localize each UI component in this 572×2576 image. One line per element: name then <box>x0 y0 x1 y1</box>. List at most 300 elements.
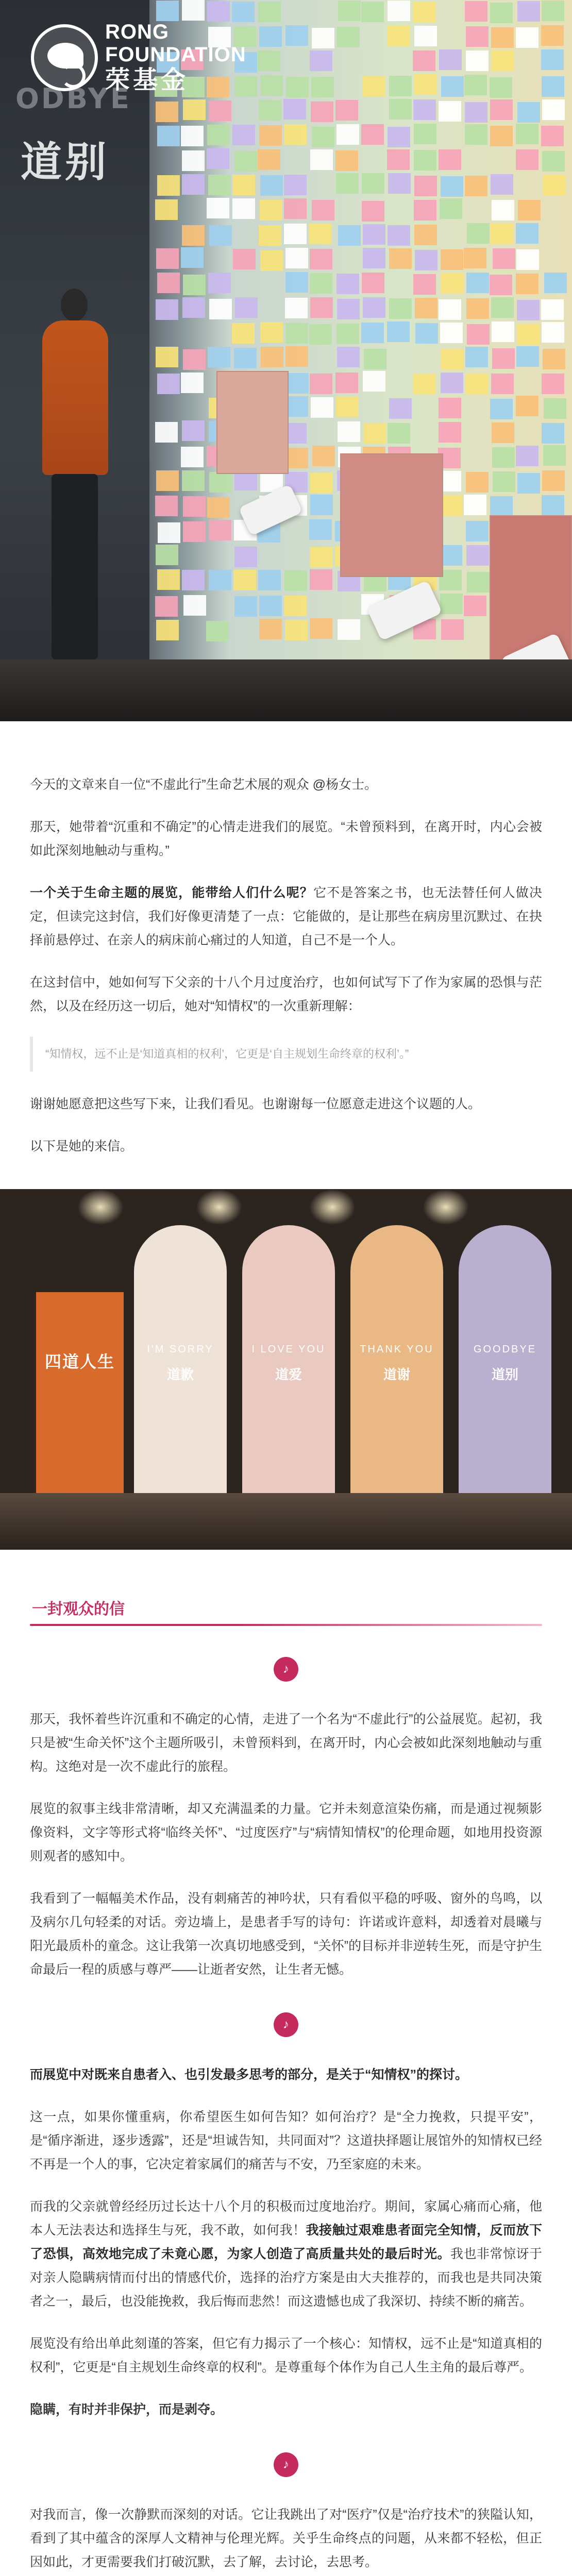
section-badge-icon: ♪ <box>274 2012 298 2037</box>
sticky-note <box>490 126 513 146</box>
letter-section-3 <box>0 2503 572 2576</box>
sticky-note <box>207 148 229 169</box>
sticky-note <box>260 200 282 221</box>
sticky-note <box>338 619 360 640</box>
sticky-note <box>309 519 332 540</box>
sticky-note <box>544 273 567 293</box>
sticky-note <box>259 26 282 47</box>
sticky-note <box>182 174 205 195</box>
sticky-note <box>362 173 384 194</box>
section-letter-title: 一封观众的信 <box>32 1601 125 1618</box>
hero-photo <box>0 0 572 721</box>
sticky-note <box>465 124 487 145</box>
sticky-note <box>312 446 335 466</box>
sticky-note <box>337 27 360 47</box>
sticky-note <box>157 273 180 293</box>
sticky-note <box>156 1 179 21</box>
sticky-note <box>182 0 205 21</box>
sticky-note <box>493 248 515 269</box>
sticky-note <box>388 25 410 46</box>
sticky-note <box>209 299 232 319</box>
sticky-note <box>517 324 540 345</box>
sticky-note <box>285 346 308 367</box>
sticky-note <box>362 201 384 222</box>
sticky-note <box>157 374 180 394</box>
hero-floor <box>0 659 572 721</box>
sticky-note <box>414 74 437 95</box>
exhibit-panel-en: I LOVE YOU <box>251 1344 326 1355</box>
sticky-note <box>336 173 359 194</box>
sticky-note <box>234 151 257 172</box>
sticky-note <box>467 572 490 592</box>
sticky-note <box>363 248 385 268</box>
sticky-note <box>285 25 308 46</box>
sticky-note <box>285 620 308 640</box>
sticky-note <box>415 250 438 270</box>
exhibit-panel-en: GOODBYE <box>473 1344 537 1355</box>
sticky-note <box>516 346 539 367</box>
intro-p1: 今天的文章来自一位“不虚此行”生命艺术展的观众 @杨女士。 <box>30 777 377 792</box>
sticky-note <box>158 522 180 543</box>
sticky-note <box>285 396 308 417</box>
sticky-note <box>209 225 232 246</box>
sticky-note <box>310 273 332 294</box>
letter-pink-quote: 而展览中对既来自患者入、也引发最多思考的部分，是关于“知情权”的探讨。 <box>30 2067 468 2082</box>
sticky-note <box>464 75 487 95</box>
sticky-note <box>155 496 178 516</box>
sticky-note <box>361 323 384 343</box>
intro-p6: 以下是她的来信。 <box>30 1139 133 1154</box>
section-rule <box>30 1624 542 1626</box>
sticky-note <box>541 49 564 70</box>
sticky-note <box>232 175 255 195</box>
sticky-note <box>387 321 410 342</box>
sticky-note <box>310 50 332 71</box>
sticky-note <box>181 126 204 146</box>
sticky-note <box>183 99 206 120</box>
sticky-note <box>310 618 332 639</box>
sticky-note <box>490 99 513 120</box>
sticky-note <box>517 473 540 494</box>
sticky-note <box>182 225 205 246</box>
sticky-note <box>491 297 514 318</box>
sticky-note <box>542 151 565 172</box>
sticky-note <box>466 26 489 47</box>
sticky-note <box>183 275 206 295</box>
sticky-note <box>284 198 307 219</box>
sticky-note <box>335 150 358 171</box>
letter-p4: 这一点，如果你懂重病，你希望医生如何告知？如何治疗？是“全力挽救，只提平安”，是“循序渐进，逐步透露”，还是“坦诚告知，共同面对”？这道抉择题让展馆外的知情权已经不再是一个人的事，它决定着家属们的痛苦与不安，乃至家庭的未来。 <box>30 2110 542 2172</box>
exhibit-panel-en: THANK YOU <box>360 1344 434 1355</box>
sticky-note <box>491 223 513 244</box>
sticky-note <box>310 472 332 493</box>
sticky-note <box>414 150 436 171</box>
sticky-note <box>235 297 258 318</box>
section-letter-head <box>0 1596 572 1626</box>
sticky-note <box>362 76 385 97</box>
sticky-note <box>156 248 179 269</box>
sticky-note <box>157 175 180 196</box>
sticky-note <box>464 248 486 268</box>
visitor-figure <box>36 289 113 659</box>
sticky-note <box>388 225 410 246</box>
sticky-note <box>516 149 539 170</box>
sticky-note <box>155 596 178 617</box>
sticky-note <box>542 1 564 21</box>
sticky-note <box>516 274 539 294</box>
exhibit-panel <box>134 1225 227 1493</box>
sticky-note <box>363 371 385 392</box>
sticky-note <box>284 596 307 616</box>
sticky-note <box>209 520 231 540</box>
sticky-note <box>209 570 231 590</box>
sticky-note <box>439 149 461 170</box>
exhibit-panel <box>242 1225 335 1493</box>
sticky-note <box>309 224 332 244</box>
sticky-note <box>543 445 566 466</box>
sticky-note <box>285 448 308 468</box>
sticky-note <box>415 323 438 344</box>
sticky-note <box>183 496 206 517</box>
sticky-note <box>464 495 486 515</box>
sticky-note <box>260 322 283 343</box>
sticky-note <box>490 3 513 23</box>
sticky-note <box>364 349 386 369</box>
sticky-note <box>234 547 257 567</box>
sticky-note <box>337 347 360 367</box>
sticky-note <box>232 2 255 22</box>
sticky-note <box>517 1 540 22</box>
sticky-note <box>542 76 564 97</box>
sticky-note <box>207 125 230 145</box>
sticky-note <box>337 274 359 294</box>
sticky-note <box>206 621 229 641</box>
sticky-note <box>335 372 358 393</box>
sticky-note <box>156 545 178 565</box>
sticky-note <box>413 50 435 71</box>
sticky-note <box>387 149 410 170</box>
sticky-note <box>440 323 463 343</box>
sticky-note <box>284 570 307 591</box>
sticky-note <box>542 423 564 444</box>
sticky-note <box>260 175 283 196</box>
sticky-note <box>516 446 539 466</box>
sticky-note <box>413 274 436 295</box>
sticky-note <box>388 423 410 444</box>
sticky-note <box>209 472 232 493</box>
sticky-note <box>490 275 512 295</box>
sticky-note <box>466 374 489 395</box>
sticky-note <box>183 349 206 370</box>
exhibition-floor <box>0 1493 572 1550</box>
sticky-note <box>361 124 384 145</box>
hero-goodbye-text: ODBYE <box>15 82 131 115</box>
sticky-note <box>335 100 358 121</box>
sticky-note <box>310 297 333 318</box>
sticky-note <box>361 2 384 22</box>
sticky-note <box>466 521 489 541</box>
sticky-note <box>182 570 205 590</box>
exhibit-panel <box>459 1225 551 1493</box>
sticky-note <box>490 399 513 419</box>
sticky-note <box>310 495 333 515</box>
sticky-note <box>182 297 205 318</box>
letter-p2: 展览的叙事主线非常清晰，却又充满温柔的力量。它并未刻意渲染伤痛，而是通过视频影像资料，文字等形式将“临终关怀”、“过度医疗”与“病情知情权”的伦理命题，如地用投资源则观者的感知中。 <box>30 1802 542 1863</box>
sticky-note <box>493 471 515 492</box>
exhibit-panel-cn: 道别 <box>491 1367 518 1382</box>
intro-section <box>0 773 572 1158</box>
sticky-note <box>516 396 539 416</box>
sticky-note <box>208 273 231 293</box>
sticky-note <box>311 397 333 418</box>
sticky-note <box>338 225 361 246</box>
sticky-note <box>284 224 307 244</box>
sticky-note <box>492 422 514 443</box>
sticky-note <box>259 100 281 121</box>
sticky-note <box>389 99 412 120</box>
sticky-note <box>466 545 489 566</box>
hero-cn-title: 道别 <box>21 139 109 185</box>
sticky-note <box>362 273 384 293</box>
sticky-note <box>490 77 512 98</box>
sticky-note <box>414 225 437 245</box>
sticky-note <box>466 273 489 293</box>
exhibit-panel-en: I'M SORRY <box>147 1344 214 1355</box>
sticky-note <box>258 2 281 22</box>
foundation-logo-icon <box>31 24 98 91</box>
sticky-note <box>440 198 462 219</box>
sticky-note <box>414 124 436 144</box>
sticky-note <box>439 299 461 320</box>
sticky-note <box>310 149 333 170</box>
exhibit-box <box>216 371 289 474</box>
sticky-note <box>413 99 436 120</box>
sticky-note <box>182 470 205 491</box>
sticky-note <box>156 101 178 122</box>
sticky-note <box>284 124 307 145</box>
sticky-note <box>286 77 309 97</box>
exhibition-photo <box>0 1189 572 1550</box>
sticky-note <box>232 198 255 219</box>
intro-p3-rest: 它不是答案之书，也无法替任何人做决定，但读完这封信，我们好像更清楚了一点：它能做的，是让那些在病房里沉默过、在抉择前悬停过、在亲人的病床前心痛过的人知道，自己不是一个人。 <box>30 886 542 947</box>
sticky-note <box>543 349 565 369</box>
sticky-note <box>260 250 283 271</box>
logo-cn: 荣基金 <box>105 66 189 94</box>
sticky-note <box>490 496 513 517</box>
sticky-note <box>337 324 359 344</box>
sticky-note <box>464 596 486 616</box>
sticky-note <box>155 422 178 443</box>
sticky-note <box>260 75 283 96</box>
letter-p6: 展览没有给出单此刻谨的答案，但它有力揭示了一个核心：知情权，远不止是“知道真相的权利”，它更是“自主规划生命终章的权利”。是尊重每个体作为自己人生主角的最后尊严。 <box>30 2336 542 2375</box>
sticky-note <box>517 102 540 123</box>
sticky-note <box>441 619 464 640</box>
sticky-note <box>283 99 306 120</box>
sticky-note <box>286 373 309 394</box>
letter-section-2 <box>0 2063 572 2421</box>
sticky-note <box>285 323 308 344</box>
sticky-note <box>258 149 280 170</box>
sticky-note <box>259 125 282 146</box>
sticky-note <box>310 249 332 269</box>
sticky-note <box>441 372 463 393</box>
sticky-note <box>466 472 489 493</box>
sticky-note <box>156 620 179 640</box>
sticky-note <box>439 422 461 443</box>
sticky-note <box>312 127 334 147</box>
sticky-note <box>388 127 410 147</box>
rong-foundation-logo <box>31 21 246 95</box>
sticky-note <box>542 495 564 516</box>
sticky-note <box>542 322 564 343</box>
sticky-note <box>207 198 229 218</box>
sticky-note <box>207 497 230 518</box>
sticky-note <box>181 447 204 467</box>
sticky-note <box>465 347 488 367</box>
sticky-note <box>310 374 332 394</box>
sticky-note <box>543 175 565 196</box>
sticky-note <box>466 50 489 71</box>
sticky-note <box>209 100 231 121</box>
sticky-note <box>207 1 230 22</box>
sticky-note <box>518 200 541 221</box>
sticky-note <box>389 398 412 419</box>
logo-en-line2: FOUNDATION <box>105 43 246 66</box>
sticky-note <box>311 77 334 97</box>
sticky-note <box>465 1 487 22</box>
sticky-note <box>183 521 206 542</box>
sticky-note <box>337 299 360 319</box>
sticky-note <box>234 348 257 368</box>
sticky-note <box>233 570 256 590</box>
four-dao-label: 四道人生 <box>44 1352 115 1371</box>
sticky-note <box>441 349 463 369</box>
logo-en-line1: RONG <box>105 21 169 43</box>
letter-bold1: 隐瞒，有时并非保护，而是剥夺。 <box>30 2402 224 2417</box>
sticky-note <box>338 421 360 442</box>
sticky-note <box>312 28 334 48</box>
section-badge-icon: ♪ <box>274 1657 298 1682</box>
sticky-note <box>467 223 490 244</box>
sticky-note <box>259 225 281 246</box>
intro-p3 <box>30 881 542 952</box>
intro-quote: “知情权，远不止是‘知道真相的权利’，它更是‘自主规划生命终章的权利’。” <box>30 1037 542 1072</box>
sticky-note <box>491 174 513 195</box>
sticky-note <box>208 347 230 367</box>
sticky-note <box>181 372 204 393</box>
sticky-note <box>232 323 255 344</box>
exhibit-panel-cn: 道谢 <box>383 1367 410 1382</box>
sticky-note <box>389 76 412 96</box>
sticky-note <box>310 547 333 568</box>
sticky-note <box>491 27 514 48</box>
letter-section <box>0 1707 572 1981</box>
sticky-note <box>157 569 180 590</box>
intro-p3-bold: 一个关于生命主题的展览，能带给人们什么呢？ <box>30 886 313 900</box>
sticky-note <box>310 569 332 590</box>
sticky-note <box>232 125 255 145</box>
sticky-note <box>388 173 411 194</box>
sticky-note <box>492 50 514 71</box>
sticky-note <box>285 272 308 293</box>
exhibit-panel <box>350 1225 443 1493</box>
sticky-note <box>544 398 566 419</box>
sticky-note <box>441 76 464 97</box>
sticky-note <box>491 374 514 394</box>
sticky-note <box>414 200 436 221</box>
sticky-note <box>414 176 437 196</box>
sticky-note <box>182 420 205 441</box>
sticky-note <box>466 298 489 319</box>
sticky-note <box>541 126 564 146</box>
sticky-note <box>233 249 256 269</box>
sticky-note <box>465 176 487 196</box>
sticky-note <box>181 247 204 268</box>
sticky-note <box>389 298 412 319</box>
sticky-note <box>517 300 540 320</box>
sticky-note <box>414 26 437 46</box>
sticky-note <box>285 298 308 318</box>
sticky-note <box>259 619 282 639</box>
sticky-note <box>364 423 386 444</box>
letter-p3: 我看到了一幅幅美术作品，没有刺痛苦的神吟状，只有看似平稳的呼吸、窗外的鸟鸣，以及病尔几句轻柔的对话。旁边墙上，是患者手写的诗句：许诺或许意料，却透着对晨曦与阳光最质朴的童念。这让我第一次真切地感受到，“关怀”的目标并非逆转生死，而是守护生命最后一程的质感与尊严——让逝者安然，让生者无憾。 <box>30 1891 542 1977</box>
sticky-note <box>258 570 281 590</box>
sticky-note <box>363 224 385 245</box>
sticky-note <box>516 223 539 244</box>
sticky-note <box>261 347 283 367</box>
intro-p5: 谢谢她愿意把这些写下来，让我们看见。也谢谢每一位愿意走进这个议题的人。 <box>30 1097 481 1111</box>
letter-p5: 而我的父亲就曾经经历过长达十八个月的积极而过度地治疗。期间，家属心痛而心痛，他本人无法表达和选择生与死，我不敢，如何我！我接触过艰难患者面完全知情，反而放下了恐惧，高效地完成了未竟心愿，为家人创造了高质量共处的最后时光。我也非常惊讶于对亲人隐瞒病情而付出的情感代价，选择的治疗方案是由大夫推荐的，而我也是共同决策者之一，最后，也没能挽救，我后悔而悲然！而这遗憾也成了我深切、持续不断的痛苦。 <box>30 2199 542 2309</box>
sticky-note <box>439 398 461 418</box>
sticky-note <box>155 199 178 220</box>
sticky-note <box>309 324 332 345</box>
sticky-note <box>467 324 490 345</box>
sticky-note <box>542 374 564 394</box>
sticky-note <box>441 273 464 294</box>
sticky-note <box>388 1 410 21</box>
sticky-note <box>258 50 280 71</box>
sticky-note <box>516 124 539 144</box>
sticky-note <box>156 299 178 320</box>
sticky-note <box>441 249 463 270</box>
sticky-note <box>157 126 180 146</box>
sticky-note <box>440 495 463 516</box>
sticky-note <box>413 2 435 22</box>
section-badge-icon: ♪ <box>274 2452 298 2477</box>
sticky-note <box>492 200 514 221</box>
sticky-note <box>312 200 334 221</box>
sticky-note <box>338 1 361 21</box>
sticky-note <box>415 298 438 318</box>
sticky-note <box>492 321 514 342</box>
sticky-note <box>542 470 565 491</box>
sticky-note <box>156 470 179 491</box>
sticky-note <box>337 124 359 145</box>
sticky-note <box>542 99 565 120</box>
sticky-note <box>516 249 539 270</box>
sticky-note <box>336 396 359 417</box>
sticky-note <box>541 25 564 46</box>
sticky-note <box>465 102 487 123</box>
sticky-note <box>492 348 515 369</box>
letter-p7: 对我而言，像一次静默而深刻的对话。它让我跳出了对“医疗”仅是“治疗技术”的狭隘认知，看到了其中蕴含的深厚人文精神与伦理光辉。关乎生命终点的问题，从来都不轻松，但正因如此，才更需要我们打破沉默，去了解，去讨论，去思考。 <box>30 2507 542 2569</box>
exhibit-box <box>340 453 443 577</box>
sticky-note <box>439 101 461 122</box>
sticky-note <box>439 49 462 70</box>
sticky-note <box>234 596 257 617</box>
exhibit-panel-cn: 道爱 <box>275 1367 302 1382</box>
exhibit-panel-cn: 道歉 <box>166 1367 194 1382</box>
